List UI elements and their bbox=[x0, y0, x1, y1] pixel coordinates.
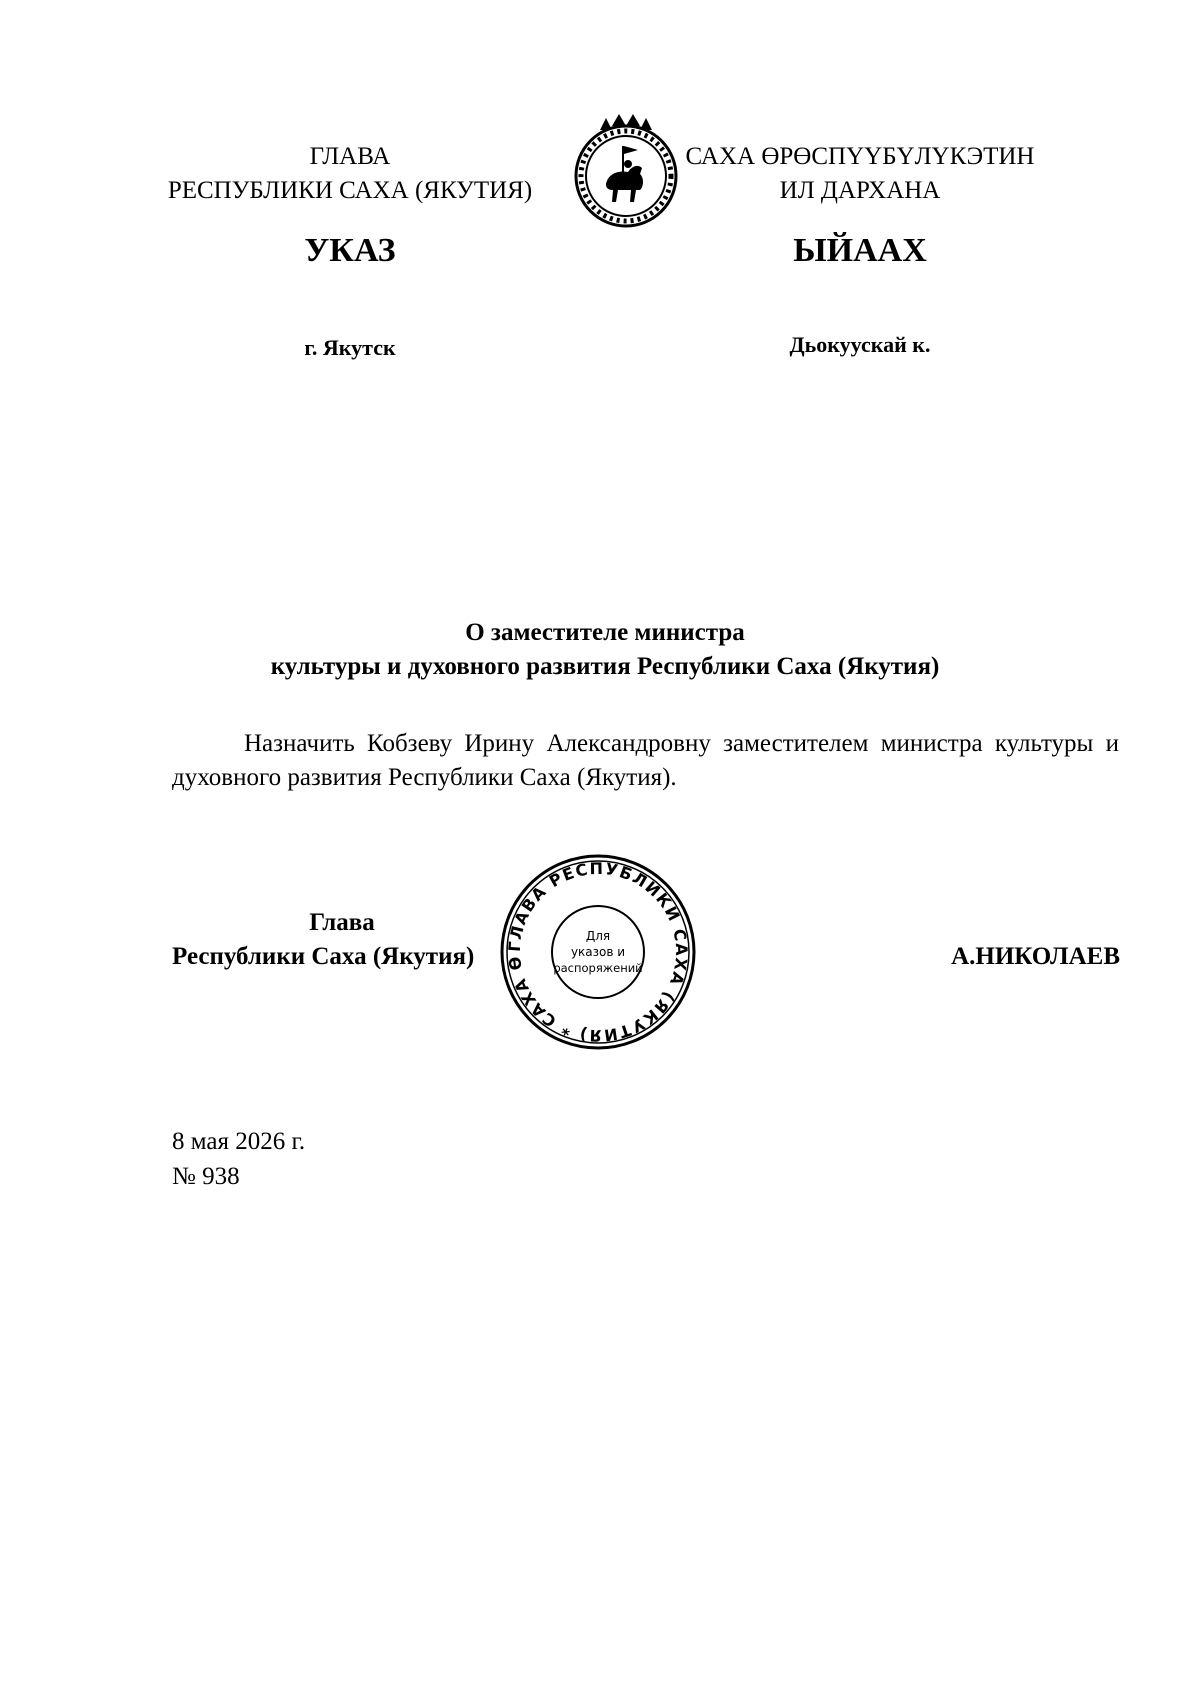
signature-position bbox=[172, 906, 512, 974]
document-title-line2: культуры и духовного развития Республики Саха (Якутия) bbox=[270, 653, 940, 680]
seal-outer-text: ГЛАВА РЕСПУБЛИКИ САХА (ЯКУТИЯ) * САХА Ө bbox=[504, 858, 692, 1046]
header-right-line2: ИЛ ДАРХАНА bbox=[779, 177, 941, 204]
doc-type-right: ЫЙААХ bbox=[793, 232, 927, 269]
seal-center-line3: распоряжений bbox=[553, 961, 643, 975]
header-left-line2: РЕСПУБЛИКИ САХА (ЯКУТИЯ) bbox=[167, 177, 533, 204]
seal-center-line1: Для bbox=[585, 929, 611, 943]
document-title-line1: О заместителе министра bbox=[465, 619, 745, 646]
doc-type-left: УКАЗ bbox=[304, 232, 396, 269]
body-paragraph: Назначить Кобзеву Ирину Александровну заместителем министра культуры и духовного развития Республики Саха (Якутия). bbox=[172, 730, 1119, 791]
document-number: № 938 bbox=[172, 1163, 240, 1190]
signature-name: А.НИКОЛАЕВ bbox=[951, 943, 1120, 970]
signature-position-line2: Республики Саха (Якутия) bbox=[172, 943, 475, 970]
signature-position-line1: Глава bbox=[309, 909, 375, 936]
header-left-line1: ГЛАВА bbox=[309, 143, 391, 170]
header-right-line1: САХА ӨРӨСПYYБYЛYКЭТИН bbox=[685, 143, 1035, 170]
header-right-block bbox=[660, 140, 1060, 208]
document-title bbox=[170, 616, 1040, 684]
seal-center-line2: указов и bbox=[570, 945, 626, 959]
official-round-seal-icon bbox=[498, 852, 698, 1052]
place-right: Дьокуускай к. bbox=[789, 332, 931, 357]
document-date: 8 мая 2026 г. bbox=[172, 1128, 306, 1155]
header-left-block bbox=[150, 140, 550, 208]
place-left: г. Якутск bbox=[304, 335, 396, 360]
